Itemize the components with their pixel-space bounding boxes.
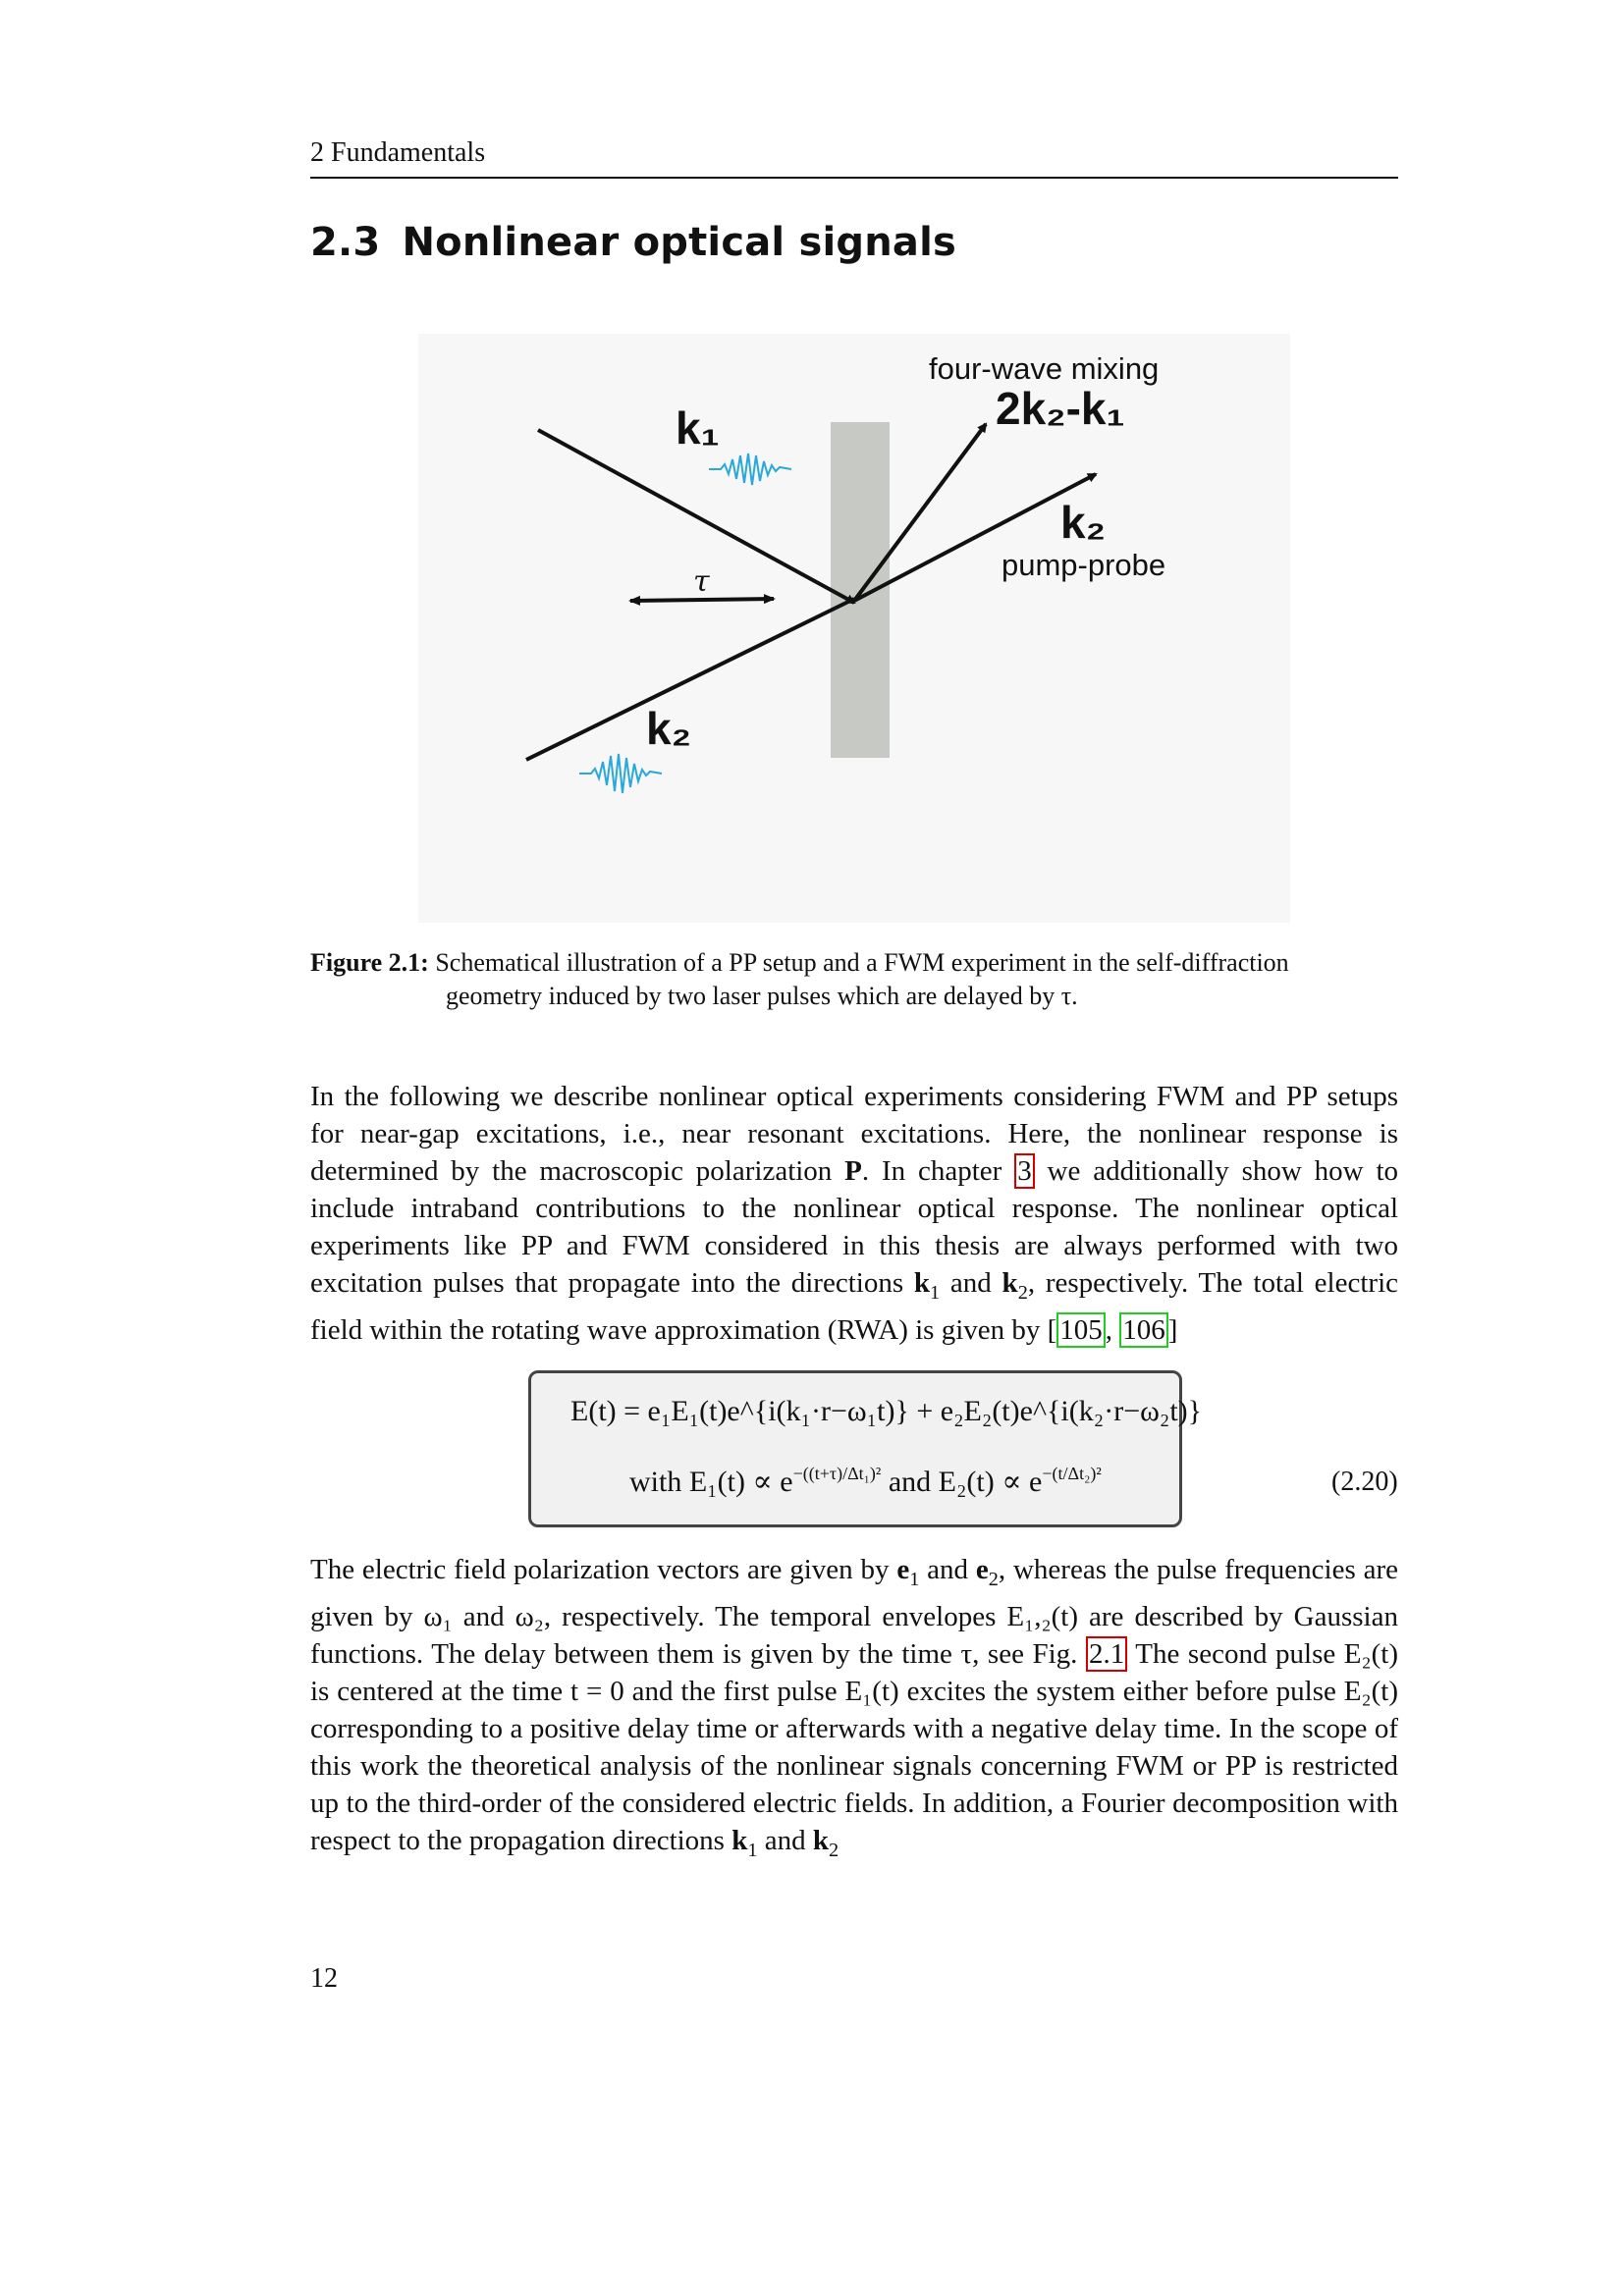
running-header: [310, 133, 1398, 179]
section-title: Nonlinear optical signals: [402, 220, 956, 265]
figure-ref-link[interactable]: 2.1: [1086, 1636, 1127, 1672]
label-k2-out: k₂: [1060, 497, 1107, 548]
running-header-text: 2 Fundamentals: [310, 137, 486, 168]
label-tau: τ: [693, 564, 710, 599]
label-k1: k₁: [676, 402, 720, 454]
caption-line2: geometry induced by two laser pulses which are delayed by τ.: [446, 982, 1078, 1010]
label-four-wave-mixing: four-wave mixing: [929, 351, 1160, 386]
label-k2-in: k₂: [646, 703, 692, 754]
citation-link-106[interactable]: 106: [1119, 1312, 1168, 1348]
section-heading: [310, 220, 956, 265]
equation-line-1: E(t) = e₁E₁(t)e^{i(k₁·r−ω₁t)} + e₂E₂(t)e^{i(k₂·r−ω₂t)}: [570, 1395, 1203, 1427]
equation-number: (2.20): [1331, 1467, 1398, 1497]
chapter-ref-link[interactable]: 3: [1014, 1153, 1035, 1189]
caption-label: Figure 2.1:: [310, 948, 429, 977]
figure-pp-fwm-geometry: [418, 334, 1290, 923]
delay-arrow: [630, 599, 774, 601]
label-fwm-vector: 2k₂-k₁: [996, 383, 1125, 434]
label-pump-probe: pump-probe: [1001, 548, 1166, 582]
page-number: 12: [310, 1963, 338, 1994]
section-number: 2.3: [310, 220, 381, 265]
citation-link-105[interactable]: 105: [1056, 1312, 1106, 1348]
paragraph-2: The electric field polarization vectors are given by $e_1$ and $e_2$, whereas the pulse frequencies are given by ω₁ and ω₂, respectively. The temporal envelopes E₁,₂(t) are described by Gaussian functions. The delay between them is given by the time τ, see Fig. 2.1 The second pulse E₂(t) is centered at the time t = 0 and the first pulse E₁(t) excites the system either before pulse E₂(t) corresponding to a positive delay time or afterwards with a negative delay time. In the scope of this work the theoretical analysis of the nonlinear signals concerning FWM or PP is restricted up to the third-order of the considered electric fields. In addition, a Fourier decomposition with respect to the propagation directions $k_1$ and $k_2$: [310, 1554, 1399, 1861]
figure-caption: [310, 946, 1398, 1013]
caption-line1: Schematical illustration of a PP setup and a FWM experiment in the self-diffraction: [435, 948, 1289, 977]
equation-line-2: with $E_1(t) \propto e^{-((t+\tau)/\Delta t_1)^2}$ and $E_2(t) \propto e^{-(t/\Delta t_2)^2}$: [629, 1464, 1102, 1498]
paragraph-1: In the following we describe nonlinear optical experiments considering FWM and PP setups for near-gap excitations, i.e., near resonant excitations. Here, the nonlinear response is determined by the macroscopic polarization P. In chapter 3 we additionally show how to include intraband contributions to the nonlinear optical response. The nonlinear optical experiments like PP and FWM considered in this thesis are always performed with two excitation pulses that propagate into the directions $k_1$ and $k_2$, respectively. The total electric field within the rotating wave approximation (RWA) is given by [ 105 , 106 ]: [310, 1081, 1399, 1346]
equation-box: [528, 1370, 1203, 1527]
